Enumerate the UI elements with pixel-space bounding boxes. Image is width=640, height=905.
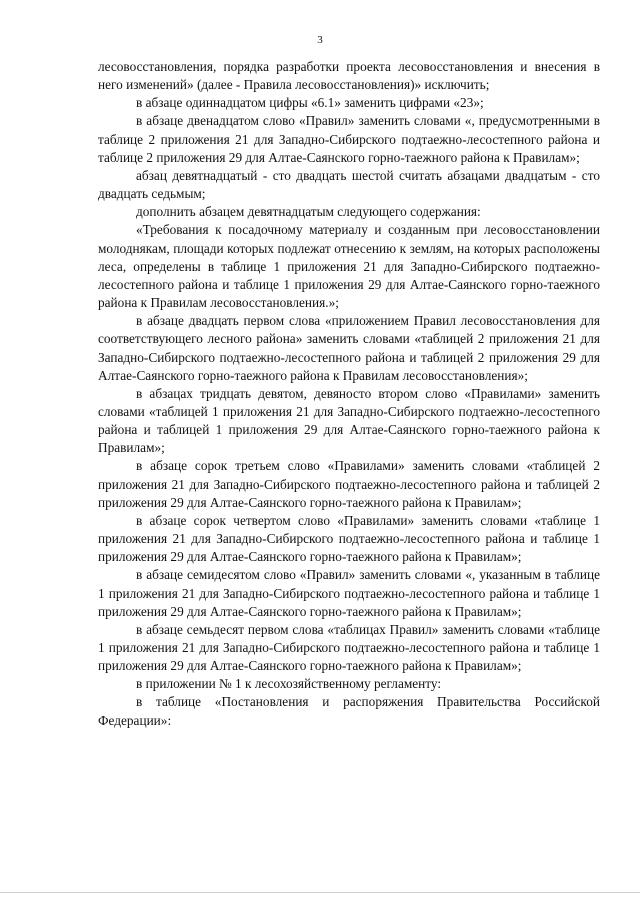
paragraph-13: в приложении № 1 к лесохозяйственному регламенту:: [136, 676, 442, 692]
paragraph-6: «Требования к посадочному материалу и созданным при лесовосстановлении молоднякам, площади которых подлежат отнесению к землям, на которых расположены леса, определены в таблице 1 приложения 21 для Западно-Сибирского подтаежно-лесостепного района и таблице 1 приложения 29 для Алтае-Саянского горно-таежного района к Правилам лесовосстановления.»;: [98, 222, 600, 311]
paragraph-11: в абзаце семидесятом слово «Правил» заменить словами «, указанным в таблице 1 приложения 21 для Западно-Сибирского подтаежно-лесостепного района и таблице 1 приложения 29 для Алтае-Саянского горно-таежного района к Правилам»;: [98, 567, 600, 619]
paragraph-12: в абзаце семьдесят первом слова «таблицах Правил» заменить словами «таблице 1 приложения 21 для Западно-Сибирского подтаежно-лесостепного района и таблице 1 приложения 29 для Алтае-Саянского горно-таежного района к Правилам»;: [98, 621, 600, 674]
paragraph-4: абзац девятнадцатый - сто двадцать шестой считать абзацами двадцатым - сто двадцать седьмым;: [98, 167, 600, 202]
paragraph-2: в абзаце одиннадцатом цифры «6.1» заменить цифрами «23»;: [136, 95, 484, 111]
paragraph-7: в абзаце двадцать первом слова «приложением Правил лесовосстановления для соответствующего лесного района» заменить словами «таблицей 2 приложения 21 для Западно-Сибирского подтаежно-лесостепного района и таблицей 2 приложения 29 для Алтае-Саянского горно-таежного района к Правилам лесовосстановления»;: [98, 313, 600, 383]
paragraph-14: в таблице «Постановления и распоряжения Правительства Российской Федерации»:: [98, 694, 600, 728]
page-bottom-rule: [0, 892, 640, 893]
paragraph-5: дополнить абзацем девятнадцатым следующего содержания:: [136, 204, 481, 220]
page-number: 3: [317, 34, 323, 46]
paragraph-9: в абзаце сорок третьем слово «Правилами» заменить словами «таблицей 2 приложения 21 для Западно-Сибирского подтаежно-лесостепного района и таблицей 2 приложения 29 для Алтае-Саянского горно-таежного района к Правилам»;: [98, 458, 600, 510]
paragraph-8: в абзацах тридцать девятом, девяносто втором слово «Правилами» заменить словами «таблицей 1 приложения 21 для Западно-Сибирского подтаежно-лесостепного района и таблицей 1 приложения 29 для Алтае-Саянского горно-таежного района к Правилам»;: [98, 385, 600, 456]
paragraph-10: в абзаце сорок четвертом слово «Правилами» заменить словами «таблице 1 приложения 21 для Западно-Сибирского подтаежно-лесостепного района и таблице 1 приложения 29 для Алтае-Саянского горно-таежного района к Правилам»;: [98, 512, 600, 565]
document-body: [98, 58, 600, 730]
paragraph-3: в абзаце двенадцатом слово «Правил» заменить словами «, предусмотренными в таблице 2 приложения 21 для Западно-Сибирского подтаежно-лесостепного района и таблице 2 приложения 29 для Алтае-Саянского горно-таежного района к Правилам»;: [98, 113, 600, 165]
paragraph-1: лесовосстановления, порядка разработки проекта лесовосстановления и внесения в него изменений» (далее - Правила лесовосстановления)» исключить;: [98, 59, 600, 93]
